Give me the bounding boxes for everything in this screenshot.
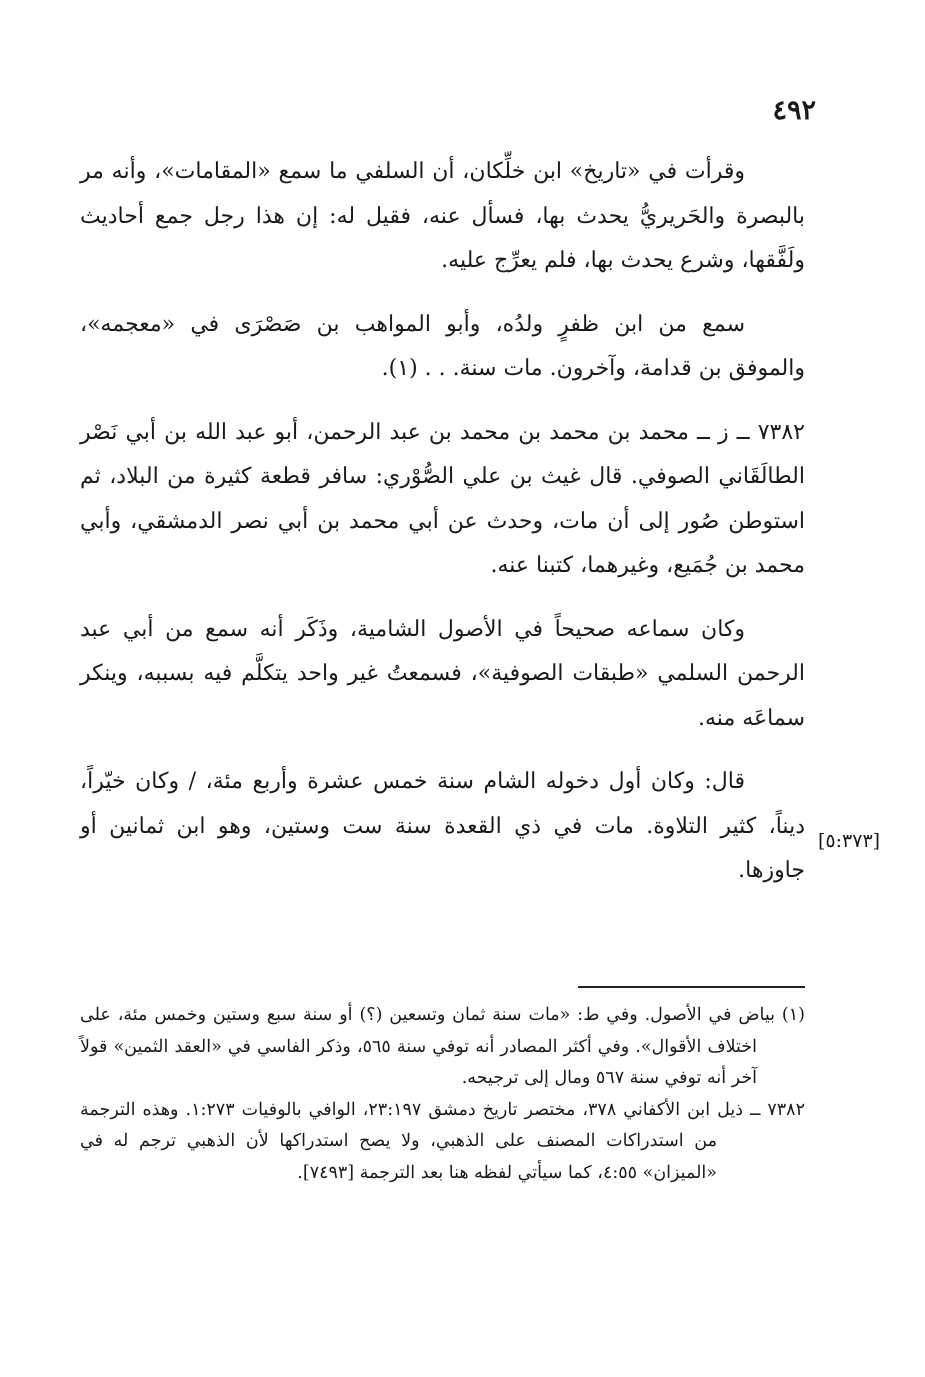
- paragraph-students: سمع من ابن ظفرٍ ولدُه، وأبو المواهب بن صَصْرَى في «معجمه»، والموفق بن قدامة، وآخرون. مات سنة. . . (١).: [80, 311, 805, 381]
- paragraph-hearing: وكان سماعه صحيحاً في الأصول الشامية، وذَكَر أنه سمع من أبي عبد الرحمن السلمي «طبقات الصوفية»، فسمعتُ غير واحد يتكلَّم فيه بسببه، وينكر سماعَه منه.: [80, 616, 805, 731]
- footnote-separator: [578, 986, 805, 988]
- footnote-sources-7382: ٧٣٨٢ ــ ذيل ابن الأكفاني ٣٧٨، مختصر تاريخ دمشق ٢٣:١٩٧، الوافي بالوفيات ١:٢٧٣. وهذه الترجمة من استدراكات المصنف على الذهبي، ولا يصح استدراكها لأن الذهبي ترجم له في «الميزان» ٤:٥٥، كما سيأتي لفظه هنا بعد الترجمة [٧٤٩٣].: [80, 1099, 805, 1183]
- main-text: [80, 150, 805, 913]
- page-number: ٤٩٢: [772, 95, 816, 126]
- entry-heading-7382: ٧٣٨٢ ــ ز ــ محمد بن محمد بن محمد بن عبد الرحمن، أبو عبد الله بن أبي نَصْر الطالَقَاني الصوفي. قال غيث بن علي الصُّوْري: سافر قطعة كثيرة من البلاد، ثم استوطن صُور إلى أن مات، وحدث عن أبي محمد بن أبي نصر الدمشقي، وأبي محمد بن جُمَيع، وغيرهما، كتبنا عنه.: [80, 419, 805, 578]
- paragraph-ibn-khallikan: وقرأت في «تاريخ» ابن خلِّكان، أن السلفي ما سمع «المقامات»، وأنه مر بالبصرة والحَريريُّ يحدث بها، فسأل عنه، فقيل له: إن هذا رجل جمع أحاديث ولَفَّقها، وشرع يحدث بها، فلم يعرِّج عليه.: [80, 159, 805, 273]
- paragraph-death: قال: وكان أول دخوله الشام سنة خمس عشرة وأربع مئة، / وكان خيّراً، ديناً، كثير التلاوة. مات في ذي القعدة سنة ست وستين، وهو ابن ثمانين أو جاوزها.: [80, 769, 805, 883]
- footnotes: [80, 1000, 805, 1189]
- footnote-1: (١) بياض في الأصول. وفي ط: «مات سنة ثمان وتسعين (؟) أو سنة سبع وستين وخمس مئة، على اختلاف الأقوال». وفي أكثر المصادر أنه توفي سنة ٥٦٥، وذكر الفاسي في «العقد الثمين» قولاً آخر أنه توفي سنة ٥٦٧ ومال إلى ترجيحه.: [80, 1005, 805, 1088]
- margin-reference: [٥:٣٧٣]: [818, 830, 881, 852]
